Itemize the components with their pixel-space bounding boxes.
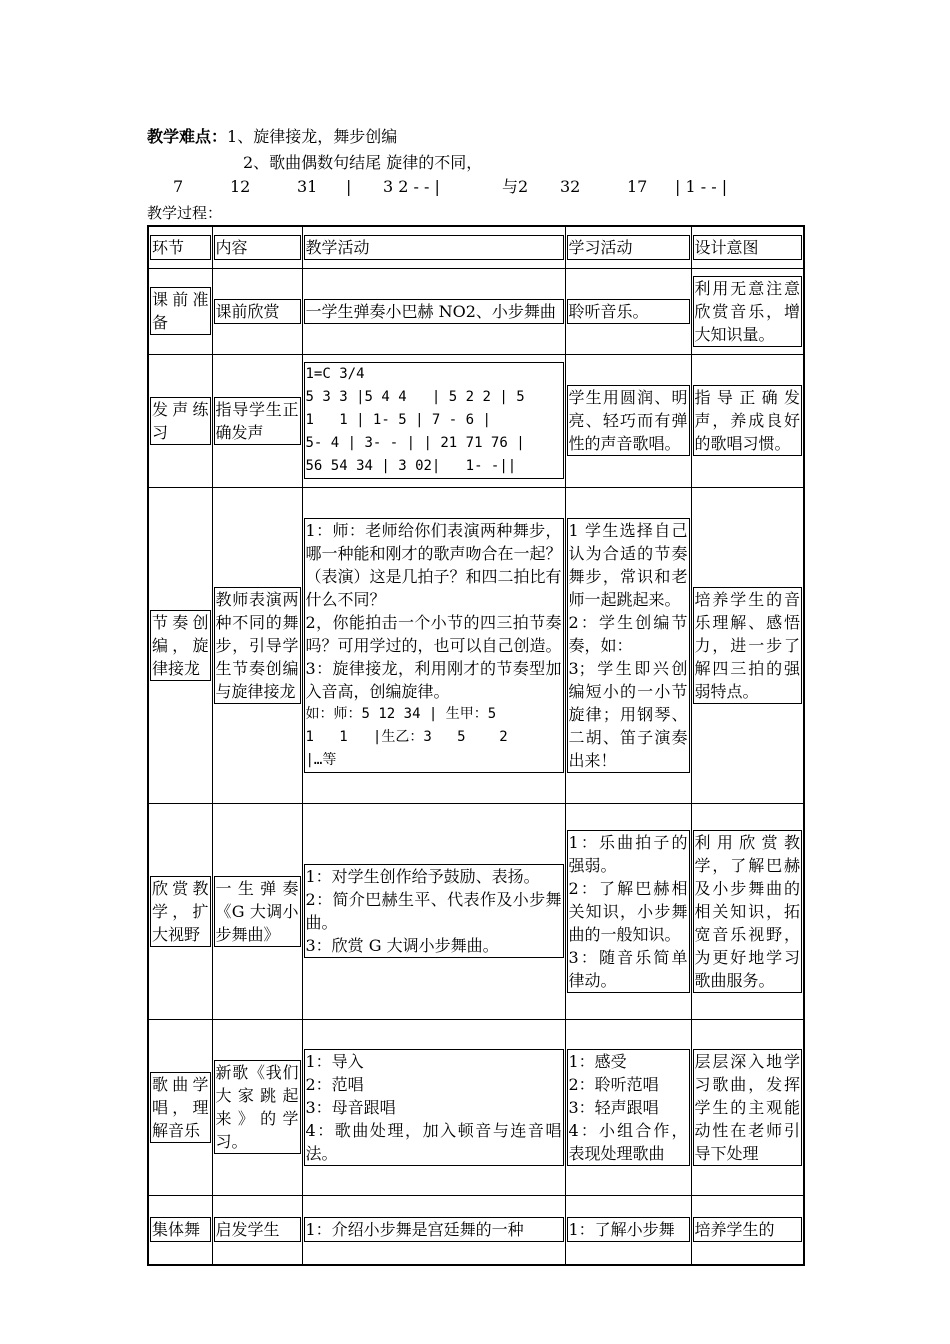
teaching-line: 5- 4 | 3- - | | 21 71 76 | <box>305 435 525 451</box>
teaching-cell <box>304 299 564 324</box>
teaching-cell <box>304 1049 564 1166</box>
intent-line: 层层深入地学习歌曲，发挥学生的主观能动性在老师引导下处理 <box>694 1051 800 1163</box>
notation-token: | <box>346 177 352 196</box>
intent-cell <box>693 385 803 456</box>
teaching-cell <box>304 1217 564 1242</box>
learning-line: 2：学生创编节奏，如： <box>568 612 688 655</box>
teaching-line: 4：歌曲处理，加入顿音与连音唱法。 <box>305 1120 562 1163</box>
learning-line: 2：了解巴赫相关知识，小步舞曲的一般知识。 <box>568 878 688 944</box>
notation-token: 32 <box>560 177 581 196</box>
stage-cell: 欣赏教学，扩大视野 <box>150 876 211 947</box>
teaching-line: 1：对学生创作给予鼓励、表扬。 <box>305 867 540 886</box>
learning-cell <box>567 830 690 993</box>
teaching-line: 一学生弹奏小巴赫 NO2、小步舞曲 <box>305 301 556 321</box>
lesson-table <box>147 225 805 1266</box>
stage-cell: 歌曲学唱，理解音乐 <box>150 1072 211 1143</box>
header-cell: 环节 <box>150 235 211 260</box>
difficulty-item-2: 2、歌曲偶数句结尾 旋律的不同， <box>243 153 483 172</box>
intent-cell <box>693 276 803 347</box>
learning-cell <box>567 1217 690 1242</box>
stage-cell: 集体舞 <box>150 1217 211 1242</box>
teaching-line: 2：简介巴赫生平、代表作及小步舞曲。 <box>305 890 562 932</box>
teaching-line: 1：介绍小步舞是宫廷舞的一种 <box>305 1220 524 1240</box>
table-row <box>148 354 804 487</box>
learning-cell <box>567 518 690 773</box>
process-label: 教学过程： <box>147 204 223 222</box>
learning-line: 学生用圆润、明亮、轻巧而有弹性的声音歌唱。 <box>568 388 688 453</box>
content-cell: 指导学生正确发声 <box>214 397 301 445</box>
content-cell: 课前欣赏 <box>214 299 301 324</box>
content-cell: 新歌《我们大家跳起来》的学习。 <box>214 1060 301 1154</box>
intent-line: 培养学生的 <box>694 1220 775 1240</box>
notation-token: 3 2 - - | <box>383 177 440 196</box>
notation-token: 7 <box>173 177 184 196</box>
learning-line: 3；学生即兴创编短小的一小节旋律；用钢琴、二胡、笛子演奏出来！ <box>568 658 688 770</box>
learning-line: 3：随音乐简单律动。 <box>568 947 688 990</box>
header-row <box>148 226 804 268</box>
table-row <box>148 1019 804 1195</box>
learning-line: 4：小组合作，表现处理歌曲 <box>568 1120 688 1163</box>
learning-line: 1：感受 <box>568 1051 627 1071</box>
teaching-line: 3：母音跟唱 <box>305 1097 396 1117</box>
learning-line: 1：了解小步舞 <box>568 1220 675 1240</box>
learning-line: 1：乐曲拍子的强弱。 <box>568 832 688 875</box>
teaching-line: 1：师：老师给你们表演两种舞步，哪一种能和刚才的歌声吻合在一起？（表演）这是几拍子？和四二拍比有什么不同？ <box>305 520 562 609</box>
teaching-line: 3：旋律接龙，利用刚才的节奏型加入音高，创编旋律。 <box>305 658 562 701</box>
teaching-cell <box>304 518 564 773</box>
table-row <box>148 487 804 803</box>
intent-cell <box>693 830 803 993</box>
teaching-line: 2：范唱 <box>305 1074 364 1094</box>
learning-line: 聆听音乐。 <box>568 301 649 321</box>
content-cell: 启发学生 <box>214 1217 301 1242</box>
intent-cell <box>693 587 803 704</box>
intent-line: 利用欣赏教学，了解巴赫及小步舞曲的相关知识，拓宽音乐视野，为更好地学习歌曲服务。 <box>694 832 800 990</box>
notation-token: 与2 <box>502 177 529 196</box>
notation-token: 31 <box>297 177 318 196</box>
stage-cell: 课前准备 <box>150 287 211 335</box>
teaching-line: 1=C 3/4 <box>305 366 365 382</box>
learning-line: 3：轻声跟唱 <box>568 1097 659 1117</box>
table-row <box>148 268 804 354</box>
intent-cell <box>693 1049 803 1166</box>
teaching-line: 2，你能拍击一个小节的四三拍节奏吗？可用学过的，也可以自己创造。 <box>305 612 562 655</box>
content-cell: 教师表演两种不同的舞步，引导学生节奏创编与旋律接龙 <box>214 587 301 704</box>
header-cell: 教学活动 <box>304 235 564 260</box>
notation-token: 12 <box>230 177 251 196</box>
teaching-cell <box>304 362 564 479</box>
intent-line: 利用无意注意欣赏音乐，增大知识量。 <box>694 278 800 344</box>
learning-line: 2：聆听范唱 <box>568 1074 659 1094</box>
teaching-line: 56 54 34 | 3 02| 1- -|| <box>305 458 517 474</box>
learning-line: 1 学生选择自己认为合适的节奏舞步，常识和老师一起跳起来。 <box>568 520 688 609</box>
difficulty-item-1: 1、旋律接龙，舞步创编 <box>227 127 398 146</box>
table-row <box>148 803 804 1019</box>
teaching-line: 1 1 | 1- 5 | 7 - 6 | <box>305 412 491 428</box>
header-cell: 学习活动 <box>567 235 690 260</box>
notation-token: 17 <box>627 177 648 196</box>
teaching-cell <box>304 864 564 958</box>
teaching-line: |…等 <box>305 751 337 768</box>
header-cell: 内容 <box>214 235 301 260</box>
teaching-line: 5 3 3 |5 4 4 | 5 2 2 | 5 <box>305 389 525 405</box>
learning-cell <box>567 1049 690 1166</box>
difficulty-line-1 <box>147 127 397 147</box>
difficulty-label: 教学难点： <box>147 127 228 146</box>
notation-token: | 1 - - | <box>675 177 728 196</box>
teaching-line: 如：师：5 12 34 | 生甲：5 <box>305 705 497 722</box>
header-cell: 设计意图 <box>693 235 803 260</box>
teaching-line: 1：导入 <box>305 1051 364 1071</box>
learning-cell <box>567 385 690 456</box>
intent-line: 指导正确发声，养成良好的歌唱习惯。 <box>694 388 800 453</box>
intent-cell <box>693 1217 803 1242</box>
table-row <box>148 1195 804 1265</box>
stage-cell: 发声练习 <box>150 397 211 445</box>
teaching-line: 3：欣赏 G 大调小步舞曲。 <box>305 936 499 955</box>
teaching-line: 1 1 |生乙：3 5 2 <box>305 728 508 745</box>
intent-line: 培养学生的音乐理解、感悟力，进一步了解四三拍的强弱特点。 <box>694 589 800 701</box>
content-cell: 一生弹奏《G 大调小步舞曲》 <box>214 876 301 947</box>
learning-cell <box>567 299 690 324</box>
stage-cell: 节奏创编，旋律接龙 <box>150 610 211 681</box>
